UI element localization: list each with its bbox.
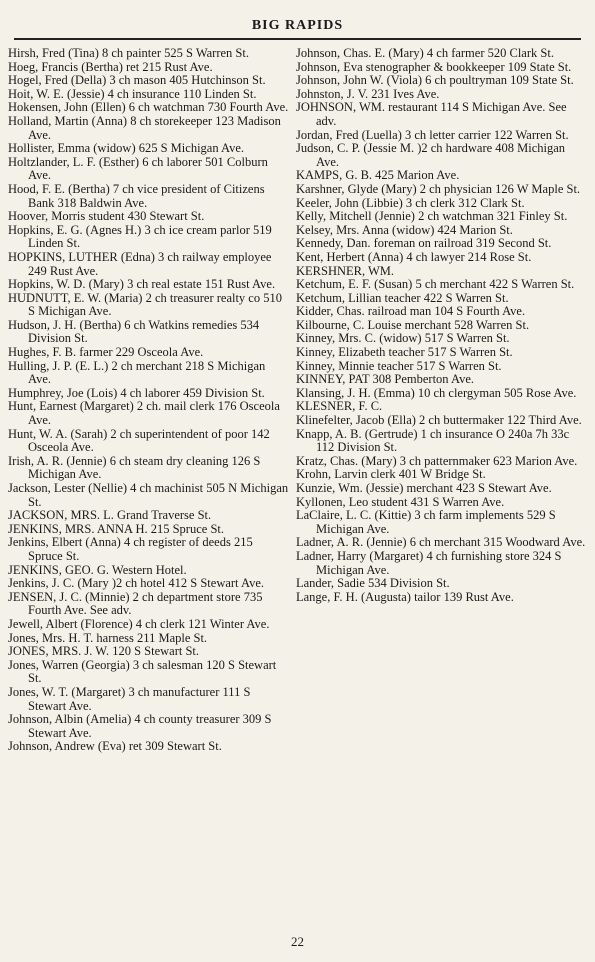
directory-entry: Kunzie, Wm. (Jessie) merchant 423 S Stewart Ave. <box>296 481 552 495</box>
directory-entry: Jordan, Fred (Luella) 3 ch letter carrier 122 Warren St. <box>296 127 569 142</box>
directory-entry: Hoit, W. E. (Jessie) 4 ch insurance 110 Linden St. <box>8 86 257 101</box>
directory-entry: KLESNER, F. C. <box>296 399 383 414</box>
directory-entry: Johnson, Andrew (Eva) ret 309 Stewart St. <box>8 739 222 754</box>
directory-entry: Ladner, Harry (Margaret) 4 ch furnishing store 324 S Michigan Ave. <box>296 548 562 577</box>
directory-entry: Karshner, Glyde (Mary) 2 ch physician 126 W Maple St. <box>296 181 581 196</box>
directory-entry: Klansing, J. H. (Emma) 10 ch clergyman 505 Rose Ave. <box>296 385 577 400</box>
directory-entry: Hunt, W. A. (Sarah) 2 ch superintendent of poor 142 Osceola Ave. <box>8 426 270 455</box>
directory-entry: KINNEY, PAT 308 Pemberton Ave. <box>296 372 475 387</box>
directory-entry: Ladner, A. R. (Jennie) 6 ch merchant 315 Woodward Ave. <box>296 535 586 550</box>
directory-entry: Kinney, Minnie teacher 517 S Warren St. <box>296 358 502 373</box>
directory-entry: Krohn, Larvin clerk 401 W Bridge St. <box>296 467 486 482</box>
left-column <box>8 47 290 754</box>
directory-entry: Ketchum, E. F. (Susan) 5 ch merchant 422 S Warren St. <box>296 277 575 292</box>
directory-entry: Jackson, Lester (Nellie) 4 ch machinist 505 N Michigan St. <box>8 481 289 509</box>
directory-entry: Kratz, Chas. (Mary) 3 ch patternmaker 623 Marion Ave. <box>296 453 578 468</box>
directory-entry: Kelly, Mitchell (Jennie) 2 ch watchman 321 Finley St. <box>296 209 568 224</box>
directory-entry: Humphrey, Joe (Lois) 4 ch laborer 459 Division St. <box>8 385 265 400</box>
directory-entry: Kinney, Elizabeth teacher 517 S Warren St. <box>296 345 513 360</box>
directory-entry: Hogel, Fred (Della) 3 ch mason 405 Hutchinson St. <box>8 73 266 88</box>
directory-entry: Ketchum, Lillian teacher 422 S Warren St. <box>296 290 509 305</box>
directory-entry: JENKINS, GEO. G. Western Hotel. <box>8 562 187 577</box>
directory-entry: Hopkins, W. D. (Mary) 3 ch real estate 151 Rust Ave. <box>8 277 276 292</box>
directory-entry: Hulling, J. P. (E. L.) 2 ch merchant 218 S Michigan Ave. <box>8 358 266 387</box>
directory-entry: Kilbourne, C. Louise merchant 528 Warren St. <box>296 317 530 332</box>
directory-entry: Holland, Martin (Anna) 8 ch storekeeper 123 Madison Ave. <box>8 113 281 142</box>
directory-entry: HOPKINS, LUTHER (Edna) 3 ch railway employee 249 Rust Ave. <box>8 249 272 278</box>
page-header: BIG RAPIDS <box>251 18 344 33</box>
header-rule <box>14 38 581 40</box>
page-number: 22 <box>291 934 304 949</box>
directory-entry: Hirsh, Fred (Tina) 8 ch painter 525 S Warren St. <box>8 46 249 60</box>
directory-entry: Johnson, John W. (Viola) 6 ch poultryman 109 State St. <box>296 73 574 88</box>
directory-entry: LaClaire, L. C. (Kittie) 3 ch farm implements 529 S Michigan Ave. <box>296 508 556 536</box>
directory-entry: Johnson, Chas. E. (Mary) 4 ch farmer 520 Clark St. <box>296 46 554 60</box>
directory-entry: Keeler, John (Libbie) 3 ch clerk 312 Clark St. <box>296 195 525 210</box>
directory-entry: Knapp, A. B. (Gertrude) 1 ch insurance O 240a 7h 33c 112 Division St. <box>296 426 570 455</box>
directory-entry: Hokensen, John (Ellen) 6 ch watchman 730 Fourth Ave. <box>8 100 289 115</box>
directory-entry: Jewell, Albert (Florence) 4 ch clerk 121 Winter Ave. <box>8 616 270 631</box>
directory-entry: Lange, F. H. (Augusta) tailor 139 Rust Ave. <box>296 589 514 604</box>
directory-entry: KERSHNER, WM. <box>296 263 395 278</box>
directory-entry: Kelsey, Mrs. Anna (widow) 424 Marion St. <box>296 222 513 237</box>
directory-entry: JENKINS, MRS. ANNA H. 215 Spruce St. <box>8 521 224 536</box>
directory-entry: Irish, A. R. (Jennie) 6 ch steam dry cleaning 126 S Michigan Ave. <box>8 453 261 482</box>
directory-entry: KAMPS, G. B. 425 Marion Ave. <box>296 168 460 183</box>
directory-entry: JENSEN, J. C. (Minnie) 2 ch department store 735 Fourth Ave. See adv. <box>8 589 263 618</box>
directory-entry: JOHNSON, WM. restaurant 114 S Michigan Ave. See adv. <box>296 100 567 128</box>
directory-entry: Judson, C. P. (Jessie M. )2 ch hardware 408 Michigan Ave. <box>296 141 566 169</box>
directory-entry: HUDNUTT, E. W. (Maria) 2 ch treasurer realty co 510 S Michigan Ave. <box>8 290 282 319</box>
directory-entry: Hollister, Emma (widow) 625 S Michigan Ave. <box>8 141 245 156</box>
directory-entry: Jones, W. T. (Margaret) 3 ch manufacturer 111 S Stewart Ave. <box>8 684 251 713</box>
directory-entry: Hunt, Earnest (Margaret) 2 ch. mail clerk 176 Osceola Ave. <box>8 399 280 428</box>
directory-entry: Hughes, F. B. farmer 229 Osceola Ave. <box>8 345 204 360</box>
directory-entry: JONES, MRS. J. W. 120 S Stewart St. <box>8 644 200 659</box>
directory-entry: Hoover, Morris student 430 Stewart St. <box>8 209 205 224</box>
directory-entry: Hopkins, E. G. (Agnes H.) 3 ch ice cream parlor 519 Linden St. <box>8 222 272 251</box>
directory-entry: Klinefelter, Jacob (Ella) 2 ch buttermaker 122 Third Ave. <box>296 413 582 428</box>
directory-entry: Hoeg, Francis (Bertha) ret 215 Rust Ave. <box>8 59 213 74</box>
directory-entry: Kidder, Chas. railroad man 104 S Fourth Ave. <box>296 304 526 319</box>
directory-entry: Holtzlander, L. F. (Esther) 6 ch laborer 501 Colburn Ave. <box>8 154 268 183</box>
directory-entry: Kyllonen, Leo student 431 S Warren Ave. <box>296 494 505 509</box>
directory-entry: Johnson, Eva stenographer & bookkeeper 109 State St. <box>296 59 572 74</box>
directory-entry: Lander, Sadie 534 Division St. <box>296 576 450 591</box>
directory-entry: Jones, Mrs. H. T. harness 211 Maple St. <box>8 630 208 645</box>
directory-entry: Jones, Warren (Georgia) 3 ch salesman 120 S Stewart St. <box>8 657 277 686</box>
directory-entry: Kent, Herbert (Anna) 4 ch lawyer 214 Rose St. <box>296 249 532 264</box>
directory-entry: Hudson, J. H. (Bertha) 6 ch Watkins remedies 534 Division St. <box>8 317 260 346</box>
directory-entry: Johnson, Albin (Amelia) 4 ch county treasurer 309 S Stewart Ave. <box>8 712 272 740</box>
directory-entry: Johnston, J. V. 231 Ives Ave. <box>296 86 440 101</box>
directory-entry: Hood, F. E. (Bertha) 7 ch vice president of Citizens Bank 318 Baldwin Ave. <box>8 181 265 210</box>
directory-entry: JACKSON, MRS. L. Grand Traverse St. <box>8 508 212 523</box>
directory-entry: Kennedy, Dan. foreman on railroad 319 Second St. <box>296 236 552 251</box>
directory-entry: Jenkins, Elbert (Anna) 4 ch register of deeds 215 Spruce St. <box>8 535 253 563</box>
directory-entry: Kinney, Mrs. C. (widow) 517 S Warren St. <box>296 331 510 346</box>
right-column <box>296 47 586 604</box>
directory-entry: Jenkins, J. C. (Mary )2 ch hotel 412 S Stewart Ave. <box>8 576 264 591</box>
